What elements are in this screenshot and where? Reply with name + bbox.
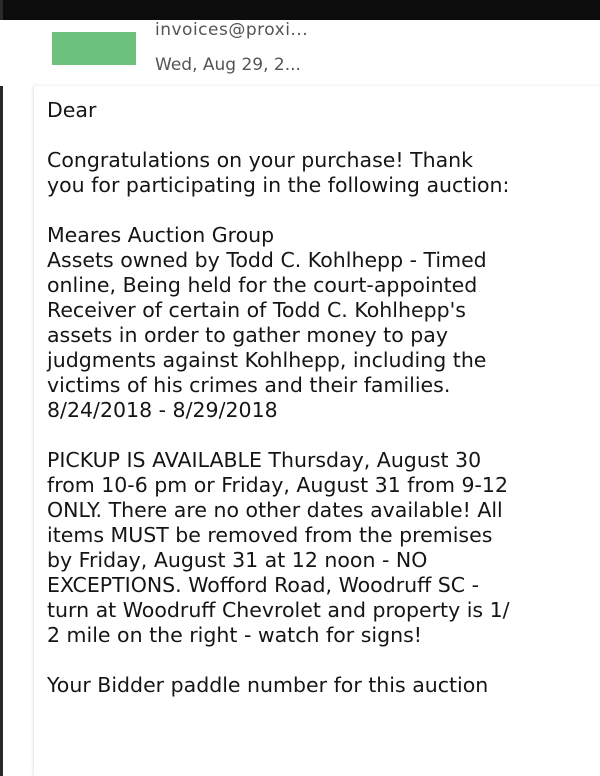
auction-line: Meares Auction Group — [47, 223, 275, 247]
pickup-line: ONLY. There are no other dates available! All — [47, 498, 503, 522]
email-header — [0, 20, 600, 86]
auction-paragraph — [47, 223, 595, 423]
scan-border-left — [0, 0, 3, 776]
pickup-paragraph — [47, 448, 595, 648]
pickup-line: 2 mile on the right - watch for signs! — [47, 623, 422, 647]
auction-line: judgments against Kohlhepp, including the — [47, 348, 487, 372]
pickup-line: items MUST be removed from the premises — [47, 523, 493, 547]
pickup-line: by Friday, August 31 at 12 noon - NO — [47, 548, 428, 572]
email-date: Wed, Aug 29, 2... — [155, 55, 301, 75]
auction-line: victims of his crimes and their families. — [47, 373, 451, 397]
pickup-line: turn at Woodruff Chevrolet and property is 1/ — [47, 598, 510, 622]
pickup-line: from 10-6 pm or Friday, August 31 from 9-12 — [47, 473, 509, 497]
sender-avatar[interactable] — [52, 32, 136, 65]
auction-line: Receiver of certain of Todd C. Kohlhepp's — [47, 298, 466, 322]
scan-border-top — [0, 0, 600, 20]
intro-line: Congratulations on your purchase! Thank — [47, 148, 474, 172]
intro-line: you for participating in the following auction: — [47, 173, 510, 197]
bidder-line: Your Bidder paddle number for this auction — [47, 673, 489, 697]
bidder-paragraph — [47, 673, 595, 698]
salutation: Dear — [47, 98, 97, 122]
auction-line: assets in order to gather money to pay — [47, 323, 448, 347]
salutation-paragraph — [47, 98, 595, 123]
pickup-line: PICKUP IS AVAILABLE Thursday, August 30 — [47, 448, 482, 472]
auction-dates: 8/24/2018 - 8/29/2018 — [47, 398, 278, 422]
pickup-line: EXCEPTIONS. Wofford Road, Woodruff SC - — [47, 573, 480, 597]
sender-address[interactable]: invoices@proxi... — [155, 20, 309, 40]
auction-line: Assets owned by Todd C. Kohlhepp - Timed — [47, 248, 487, 272]
auction-line: online, Being held for the court-appointed — [47, 273, 478, 297]
intro-paragraph — [47, 148, 595, 198]
email-body — [47, 98, 595, 723]
